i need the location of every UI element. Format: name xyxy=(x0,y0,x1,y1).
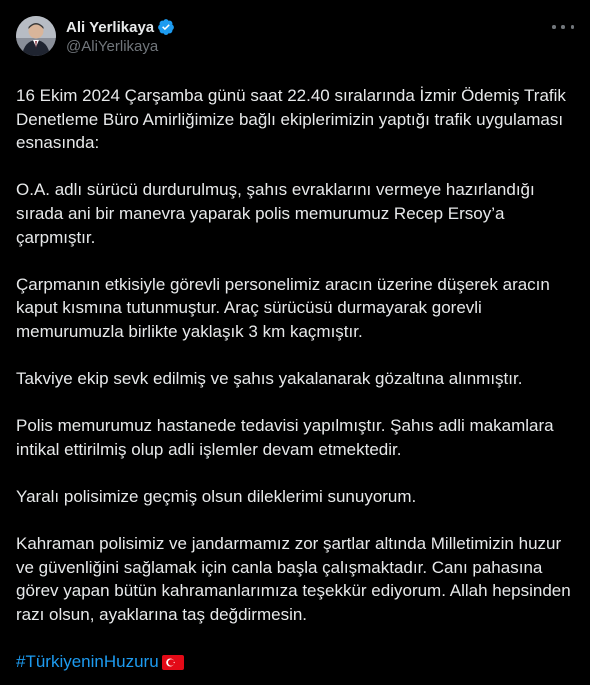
person-avatar-icon[interactable] xyxy=(16,16,56,56)
tweet-paragraph: 16 Ekim 2024 Çarşamba günü saat 22.40 sıralarında İzmir Ödemiş Trafik Denetleme Büro Amirliğimize bağlı ekiplerimizin yaptığı trafik uygulaması esnasında: xyxy=(16,86,566,153)
name-row xyxy=(66,17,175,37)
dot-icon xyxy=(561,25,565,29)
tweet-paragraph: Kahraman polisimiz ve jandarmamız zor şartlar altında Milletimizin huzur ve güvenliğini sağlamak için canla başla çalışmaktadır. Canı pahasına görev yapan bütün kahramanlarımıza teşekkür ediyorum. Allah hepsinden razı olsun, ayaklarına taş değdirmesin. xyxy=(16,534,571,625)
more-options-icon[interactable] xyxy=(552,18,574,36)
author-names xyxy=(66,14,175,55)
dot-icon xyxy=(552,25,556,29)
tweet-paragraph: Yaralı polisimize geçmiş olsun dileklerimi sunuyorum. xyxy=(16,487,417,507)
tweet-paragraph: O.A. adlı sürücü durdurulmuş, şahıs evraklarını vermeye hazırlandığı sırada ani bir manevra yaparak polis memurumuz Recep Ersoy’a çarpmıştır. xyxy=(16,180,535,247)
tweet-paragraph: Polis memurumuz hastanede tedavisi yapılmıştır. Şahıs adli makamlara intikal ettirilmiş olup adli işlemler devam etmektedir. xyxy=(16,416,554,459)
tweet-paragraph: Çarpmanın etkisiyle görevli personelimiz aracın üzerine düşerek aracın kaput kısmına tutunmuştur. Araç sürücüsü durmayarak gorevli memurumuzla birlikte yaklaşık 3 km kaçmıştır. xyxy=(16,274,550,341)
turkey-flag-icon xyxy=(162,655,184,670)
verified-badge-icon[interactable] xyxy=(157,18,175,36)
author-display-name[interactable]: Ali Yerlikaya xyxy=(66,18,155,36)
tweet-header xyxy=(16,14,574,62)
hashtag-line xyxy=(16,650,576,674)
author-handle[interactable]: @AliYerlikaya xyxy=(66,38,159,55)
hashtag-link[interactable]: #TürkiyeninHuzuru xyxy=(16,652,159,672)
dot-icon xyxy=(571,25,575,29)
tweet-text xyxy=(16,84,576,674)
tweet-paragraph: Takviye ekip sevk edilmiş ve şahıs yakalanarak gözaltına alınmıştır. xyxy=(16,369,523,389)
